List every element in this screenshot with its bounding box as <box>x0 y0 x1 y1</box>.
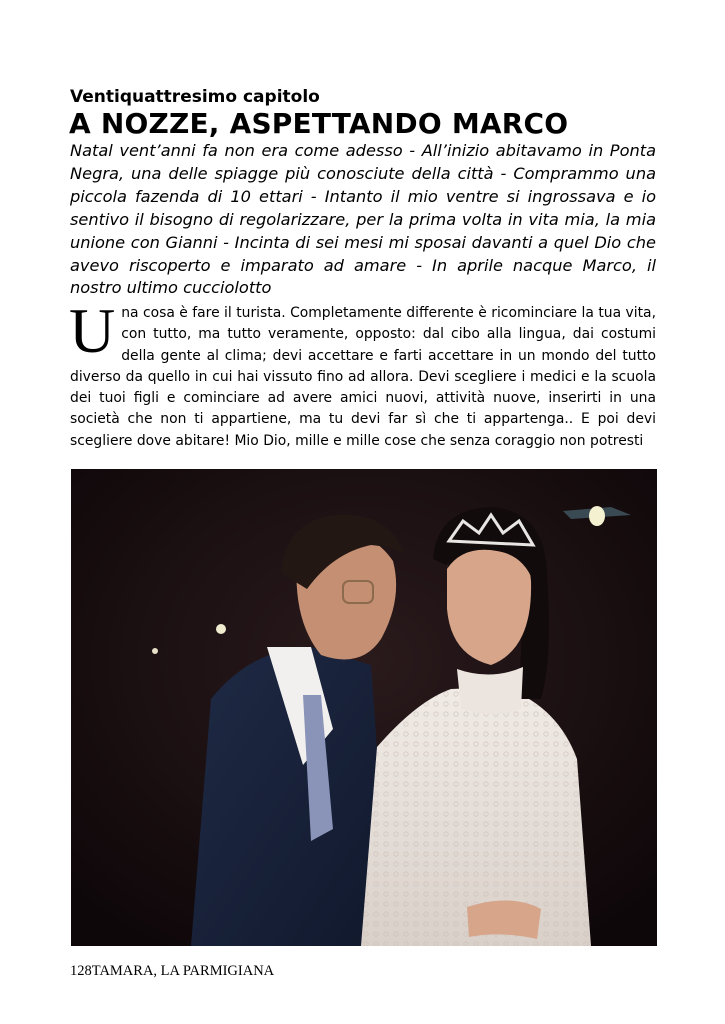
chapter-summary: Natal vent’anni fa non era come adesso - All’inizio abitavamo in Ponta Negra, una delle spiagge più conosciute della città - Comprammo una piccola fazenda di 10 ettari - Intanto il mio ventre si ingrossava e io sentivo il bisogno di regolarizzare, per la prima volta in vita mia, la mia unione con Gianni - Incinta di sei mesi mi sposai davanti a quel Dio che avevo riscoperto e imparato ad amare - In aprile nacque Marco, il nostro ultimo cucciolotto <box>70 141 656 298</box>
book-title: TAMARA, LA PARMIGIANA <box>91 963 275 979</box>
chapter-kicker: Ventiquattresimo capitolo <box>70 87 320 107</box>
page-footer <box>70 962 274 980</box>
wedding-photo <box>71 469 657 946</box>
page-number: 128 <box>70 963 92 979</box>
wedding-photo-illustration <box>71 469 657 946</box>
lamp-far-left <box>152 648 158 654</box>
body-text: na cosa è fare il turista. Completamente differente è ricominciare la tua vita, con tutto, ma tutto veramente, opposto: dal cibo alla lingua, dai costumi della gente al clima; devi accettare e farti accettare in un mondo del tutto diverso da quello in cui hai vissuto fino ad allora. Devi scegliere i medici e la scuola dei tuoi figli e cominciare ad avere amici nuovi, attività nuove, inserirti in una società che non ti appartiene, ma tu devi far sì che ti appartenga.. E poi devi scegliere dove abitare! Mio Dio, mille e mille cose che senza coraggio non potresti <box>70 305 656 449</box>
chapter-title: A NOZZE, ASPETTANDO MARCO <box>69 107 569 140</box>
lamp-left <box>216 624 226 634</box>
drop-cap: U <box>69 295 116 366</box>
body-paragraph <box>69 295 656 452</box>
